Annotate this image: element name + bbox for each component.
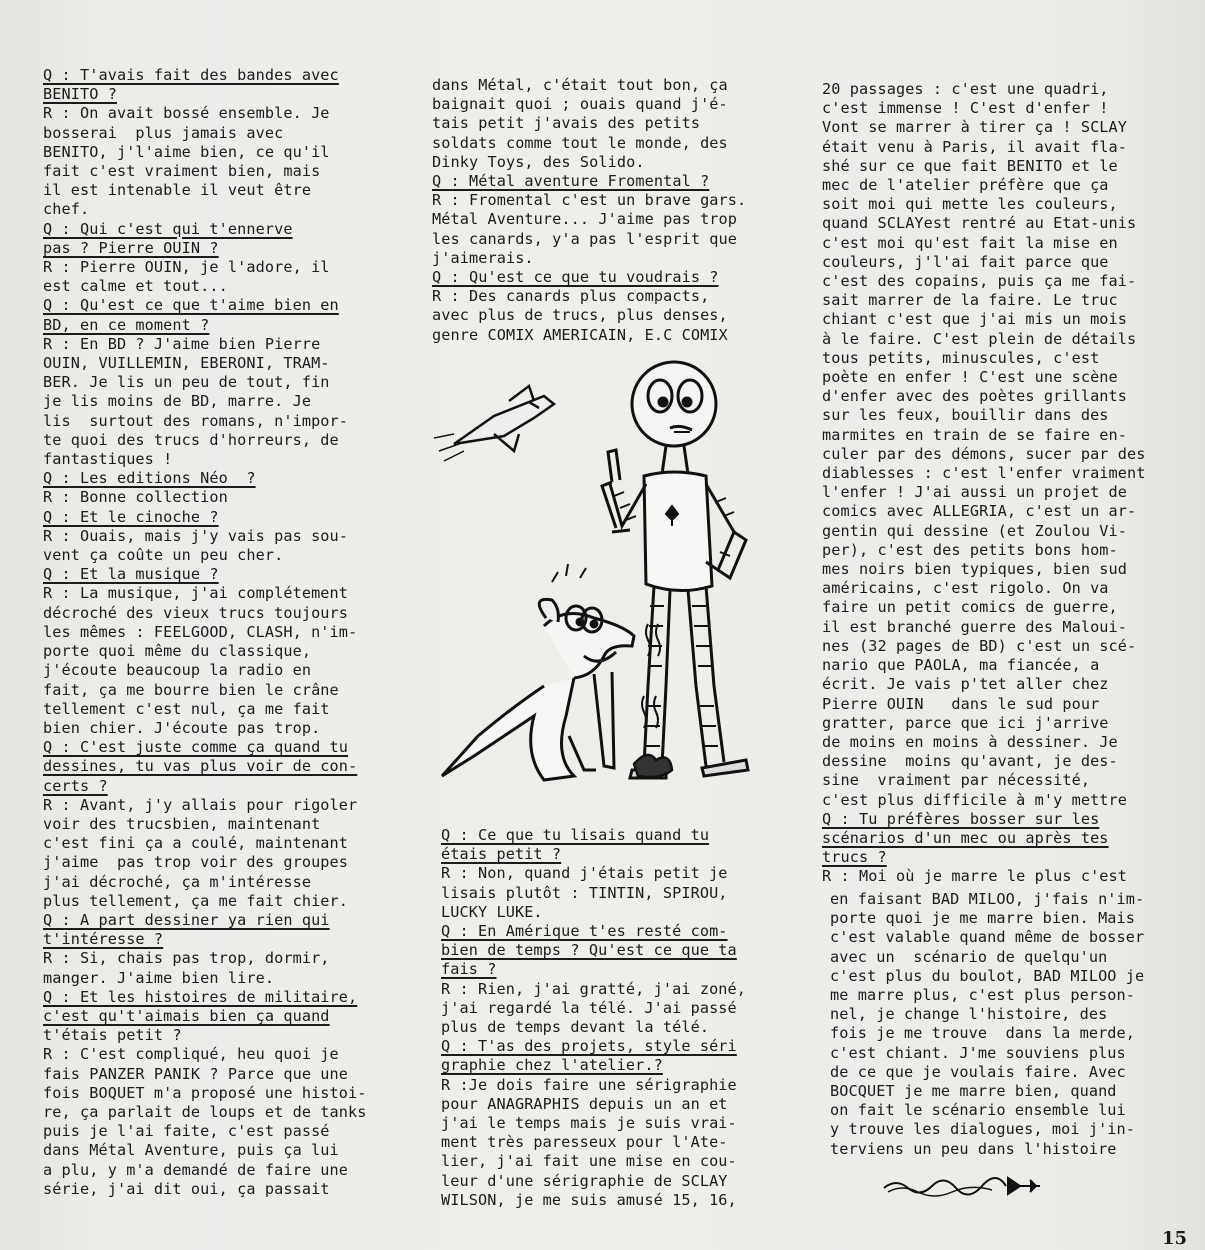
middle-column-top: [432, 76, 782, 345]
interview-answer: R : La musique, j'ai complétement décroché des vieux trucs toujours les mêmes : FEELGOOD, CLASH, n'im- porte quoi même du classique, j'écoute beaucoup la radio en fait, ça me bourre bien le crâne tellement c'est nul, ça me fait bien chier. J'écoute pas trop.: [43, 584, 358, 737]
interview-question: Q : Et les histoires de militaire, c'est qu't'aimais bien ça quand: [43, 987, 358, 1025]
interview-answer: R : Rien, j'ai gratté, j'ai zoné, j'ai regardé la télé. J'ai passé plus de temps devant la télé.: [441, 979, 747, 1037]
interview-question: Q : Métal aventure Fromental ?: [432, 172, 710, 191]
right-column-bottom: en faisant BAD MILOO, j'fais n'im- porte quoi je me marre bien. Mais c'est valable quand même de bosser avec un scénario de quelqu'un c'est plus du boulot, BAD MILOO je me marre plus, c'est plus person- nel, je change l'histoire, des fois je me trouve dans la merde, c'est chiant. J'me souviens plus de ce que je voulais faire. Avec BOCQUET je me marre bien, quand on fait le scénario ensemble lui y trouve les dialogues, moi j'in- terviens un peu dans l'histoire: [830, 890, 1145, 1158]
interview-question: Q : Qui c'est qui t'ennerve pas ? Pierre OUIN ?: [43, 219, 293, 257]
interview-answer: R : Des canards plus compacts, avec plus de trucs, plus denses, genre COMIX AMERICAIN, E.C COMIX: [432, 287, 728, 344]
left-column: [43, 66, 403, 1199]
interview-answer: R : Avant, j'y allais pour rigoler voir des trucsbien, maintenant c'est fini ça a coulé, maintenant j'aime pas trop voir des groupes j'ai décroché, ça m'intéresse plus tellement, ça me fait chier.: [43, 795, 358, 910]
alien-character: [602, 362, 748, 778]
interview-answer: R : Moi où je marre le plus c'est: [822, 867, 1128, 886]
interview-question: Q : Et la musique ?: [43, 565, 219, 584]
right-column: [822, 80, 1162, 887]
interview-answer: R :Je dois faire une sérigraphie pour ANAGRAPHIS depuis un an et j'ai le temps mais je suis vrai- ment très paresseux pour l'Ate- lier, j'ai fait une mise en cou- leur d'une sérigraphie de SCLAY WILSON, je me suis amusé 15, 16,: [441, 1075, 737, 1209]
page-number: 15: [1161, 1228, 1187, 1249]
interview-answer: 20 passages : c'est une quadri, c'est immense ! C'est d'enfer ! Vont se marrer à tirer ça ! SCLAY était venu à Paris, il avait fla- shé sur ce que fait BENITO et le mec de l'atelier préfère que ça soit moi qui mette les couleurs, quand SCLAYest rentré au Etat-unis c'est moi qu'est fait la mise en couleurs, j'l'ai fait parce que c'est des copains, puis ça me fai- sait marrer de la faire. Le truc chiant c'est que j'ai mis un mois à le faire. C'est plein de détails tous petits, minuscules, c'est poète en enfer ! C'est une scène d'enfer avec des poètes grillants sur les feux, bouillir dans des marmites en train de se faire en- culer par des démons, sucer par des diablesses : c'est l'enfer vraiment l'enfer ! J'ai aussi un projet de comics avec ALLEGRIA, c'est un ar- gentin qui dessine (et Zoulou Vi- per), c'est des petits bons hom- mes noirs bien typiques, bien sud américains, c'est rigolo. On va faire un petit comics de guerre, il est branché guerre des Maloui- nes (32 pages de BD) c'est un scé- nario que PAOLA, ma fiancée, a écrit. Je vais p'tet aller chez Pierre OUIN dans le sud pour gratter, parce que ici j'arrive de moins en moins à dessiner. Je dessine moins qu'avant, je des- sine vraiment par nécessité, c'est plus difficile à m'y mettre: [822, 80, 1146, 809]
cartoon-illustration: [434, 356, 784, 806]
interview-question: Q : Les editions Néo ?: [43, 469, 256, 488]
interview-answer: R : Fromental c'est un brave gars. Métal Aventure... J'aime pas trop les canards, y'a pas l'esprit que j'aimerais.: [432, 191, 747, 267]
interview-question: Q : Qu'est ce que tu voudrais ?: [432, 268, 719, 287]
interview-question: Q : Ce que tu lisais quand tu étais petit ?: [441, 826, 710, 864]
interview-answer: R : Non, quand j'étais petit je lisais plutôt : TINTIN, SPIROU, LUCKY LUKE.: [441, 864, 728, 921]
interview-answer: R : Ouais, mais j'y vais pas sou- vent ça coûte un peu cher.: [43, 526, 349, 565]
interview-question: Q : En Amérique t'es resté com- bien de temps ? Qu'est ce que ta fais ?: [441, 922, 737, 979]
interview-question: Q : T'as des projets, style séri graphie chez l'atelier.?: [441, 1037, 737, 1075]
interview-answer: dans Métal, c'était tout bon, ça baignait quoi ; ouais quand j'é- tais petit j'avais des petits soldats comme tout le monde, des Dinky Toys, des Solido.: [432, 76, 728, 171]
interview-question: Q : C'est juste comme ça quand tu dessines, tu vas plus voir de con- certs ?: [43, 738, 358, 795]
middle-column-bottom: [441, 826, 771, 1210]
interview-question: Q : T'avais fait des bandes avec BENITO ?: [43, 66, 339, 104]
interview-answer: R : En BD ? J'aime bien Pierre OUIN, VUILLEMIN, EBERONI, TRAM- BER. Je lis un peu de tout, fin je lis moins de BD, marre. Je lis surtout des romans, n'impor- te quoi des trucs d'horreurs, de fantastiques !: [43, 334, 349, 469]
interview-answer: R : Si, chais pas trop, dormir, manger. J'aime bien lire.: [43, 949, 330, 987]
interview-answer: t'étais petit ? R : C'est compliqué, heu quoi je fais PANZER PANIK ? Parce que une fois BOQUET m'a proposé une histoi- re, ça parlait de loups et de tanks puis je l'ai faite, c'est passé dans Métal Aventure, puis ça lui a plu, y m'a demandé de faire une série, j'ai dit oui, ça passait: [43, 1026, 367, 1198]
interview-answer: R : On avait bossé ensemble. Je bosserai plus jamais avec BENITO, j'l'aime bien, ce qu'il fait c'est vraiment bien, mais il est intenable il veut être chef.: [43, 104, 330, 219]
interview-question: Q : Qu'est ce que t'aime bien en BD, en ce moment ?: [43, 296, 339, 334]
dog-character: [442, 564, 634, 780]
interview-answer: R : Pierre OUIN, je l'adore, il est calme et tout...: [43, 258, 330, 296]
interview-question: Q : A part dessiner ya rien qui t'intéresse ?: [43, 910, 330, 949]
interview-question: Q : Tu préfères bosser sur les scénarios d'un mec ou après tes trucs ?: [822, 809, 1109, 867]
jet-plane-icon: [434, 386, 554, 461]
signature-squiggle-icon: [882, 1172, 1042, 1198]
interview-answer: R : Bonne collection: [43, 488, 228, 507]
interview-question: Q : Et le cinoche ?: [43, 507, 219, 526]
